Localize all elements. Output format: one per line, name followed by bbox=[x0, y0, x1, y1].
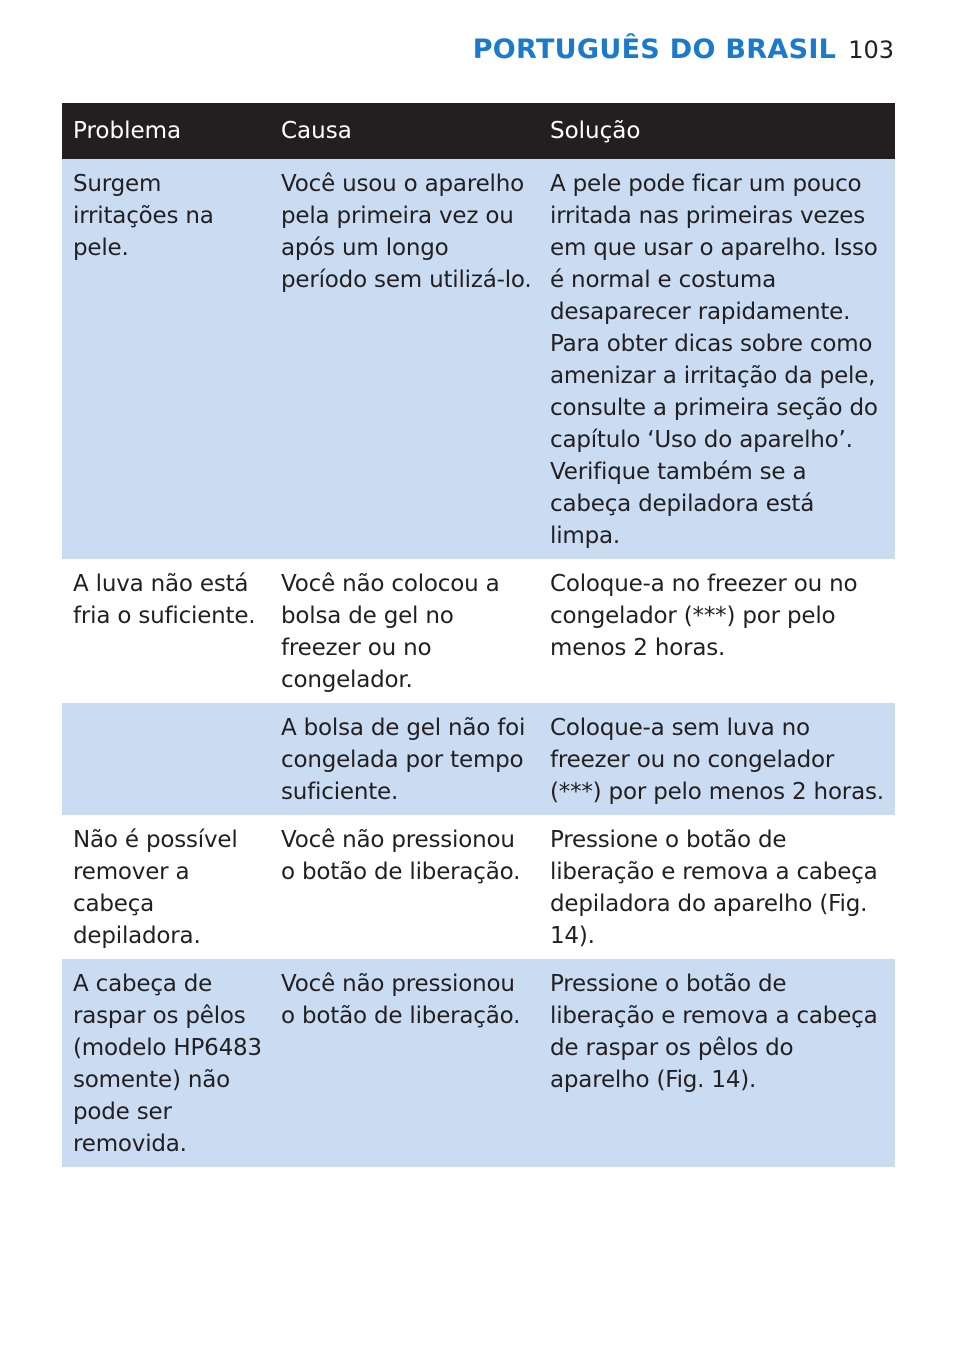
page-header bbox=[473, 34, 894, 65]
cell-solution: Pressione o botão de liberação e remova a cabeça de raspar os pêlos do aparelho (Fig. 14). bbox=[539, 959, 895, 1167]
column-header-solution: Solução bbox=[539, 103, 895, 159]
cell-solution: Pressione o botão de liberação e remova a cabeça depiladora do aparelho (Fig. 14). bbox=[539, 815, 895, 959]
language-title: PORTUGUÊS DO BRASIL bbox=[472, 34, 837, 65]
cell-problem bbox=[62, 703, 270, 815]
cell-problem: A luva não está fria o suficiente. bbox=[62, 559, 270, 703]
cell-cause: Você não colocou a bolsa de gel no freezer ou no congelador. bbox=[270, 559, 539, 703]
table-header-row bbox=[62, 103, 895, 159]
cell-solution: A pele pode ficar um pouco irritada nas primeiras vezes em que usar o aparelho. Isso é normal e costuma desaparecer rapidamente. Para obter dicas sobre como amenizar a irritação da pele, consulte a primeira seção do capítulo ‘Uso do aparelho’. Verifique também se a cabeça depiladora está limpa. bbox=[539, 159, 895, 559]
table-row bbox=[62, 703, 895, 815]
table-row bbox=[62, 959, 895, 1167]
column-header-cause: Causa bbox=[270, 103, 539, 159]
cell-cause: Você não pressionou o botão de liberação. bbox=[270, 815, 539, 959]
cell-problem: A cabeça de raspar os pêlos (modelo HP6483 somente) não pode ser removida. bbox=[62, 959, 270, 1167]
troubleshooting-table bbox=[62, 103, 895, 1167]
column-header-problem: Problema bbox=[62, 103, 270, 159]
cell-cause: Você não pressionou o botão de liberação. bbox=[270, 959, 539, 1167]
cell-solution: Coloque-a no freezer ou no congelador (***) por pelo menos 2 horas. bbox=[539, 559, 895, 703]
cell-cause: A bolsa de gel não foi congelada por tempo suficiente. bbox=[270, 703, 539, 815]
cell-problem: Não é possível remover a cabeça depiladora. bbox=[62, 815, 270, 959]
table-row bbox=[62, 559, 895, 703]
cell-cause: Você usou o aparelho pela primeira vez ou após um longo período sem utilizá-lo. bbox=[270, 159, 539, 559]
table-row bbox=[62, 815, 895, 959]
cell-solution: Coloque-a sem luva no freezer ou no congelador (***) por pelo menos 2 horas. bbox=[539, 703, 895, 815]
table-row bbox=[62, 159, 895, 559]
page-number: 103 bbox=[848, 36, 894, 64]
cell-problem: Surgem irritações na pele. bbox=[62, 159, 270, 559]
